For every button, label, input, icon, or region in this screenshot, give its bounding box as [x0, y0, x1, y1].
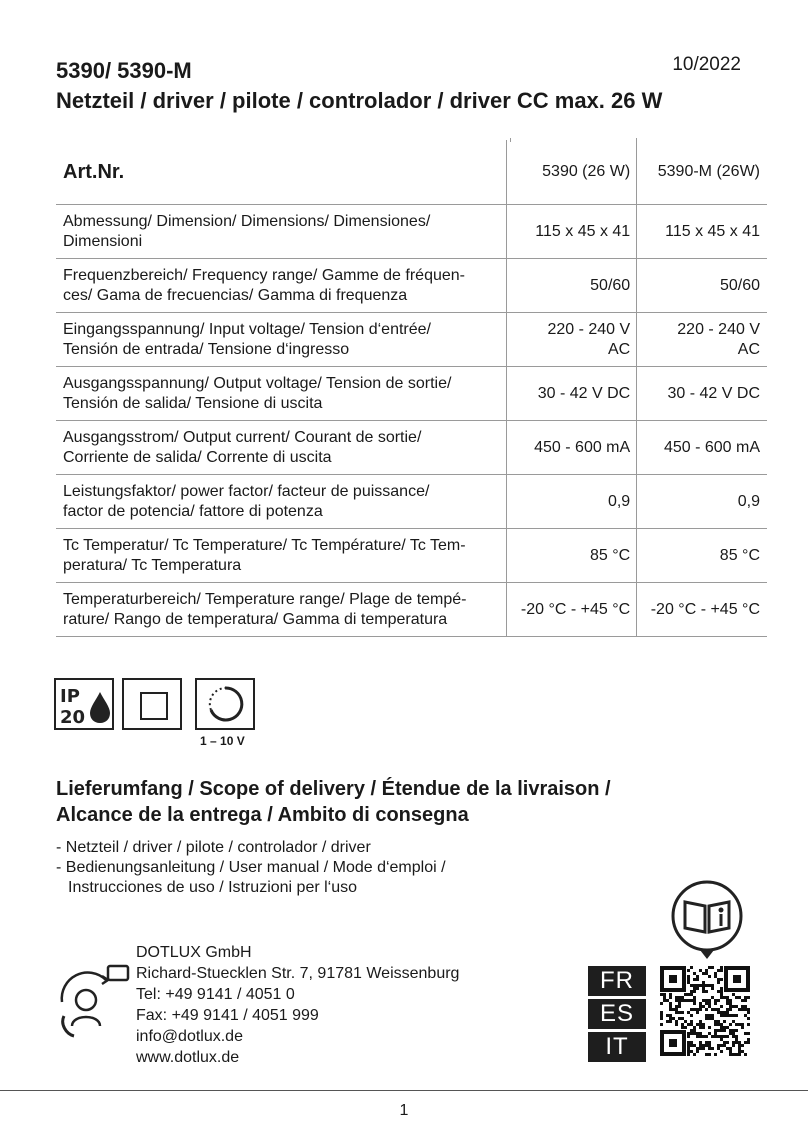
row-value: 450 - 600 mA [534, 438, 631, 456]
row-label: factor de potencia/ fattore di potenza [63, 502, 323, 520]
list-item: - Bedienungsanleitung / User manual / Mode d‘emploi / [56, 859, 446, 876]
table-header-row [56, 140, 767, 205]
delivery-list [56, 838, 446, 898]
table-row [56, 421, 767, 475]
table-divider [510, 138, 511, 142]
row-label: Abmessung/ Dimension/ Dimensions/ Dimensiones/ [63, 212, 431, 230]
row-value: 50/60 [719, 276, 760, 294]
table-row [56, 583, 767, 637]
header-col-5390: 5390 (26 W) [507, 140, 637, 205]
ip-text: IP [60, 686, 80, 707]
row-value: AC [737, 340, 760, 358]
dimmable-1-10v-icon [195, 678, 255, 730]
qr-code-icon[interactable] [660, 966, 750, 1061]
spec-table [56, 140, 767, 637]
row-label: Eingangsspannung/ Input voltage/ Tension d‘entrée/ [63, 320, 431, 338]
dimming-label: 1 – 10 V [200, 734, 245, 748]
table-row [56, 313, 767, 367]
footer-divider [0, 1090, 808, 1091]
contact-block [136, 942, 459, 1068]
row-value: 220 - 240 V [677, 320, 760, 338]
row-value: 30 - 42 V DC [667, 384, 760, 402]
row-label: Corriente de salida/ Corrente di uscita [63, 448, 332, 466]
language-badge-it: IT [588, 1032, 646, 1062]
ip-number-text: 20 [60, 707, 86, 728]
delivery-heading [56, 776, 611, 828]
title-line-2: Netzteil / driver / pilote / controlador / driver CC max. 26 W [56, 88, 663, 113]
protection-class-ii-icon [122, 678, 182, 730]
row-value: 115 x 45 x 41 [665, 222, 760, 240]
table-row [56, 529, 767, 583]
table-divider [636, 138, 637, 142]
row-label: Tensión de salida/ Tensione di uscita [63, 394, 323, 412]
language-badge-es: ES [588, 999, 646, 1029]
company-name: DOTLUX GmbH [136, 944, 252, 961]
list-item: - Netzteil / driver / pilote / controlador / driver [56, 839, 371, 856]
row-label: rature/ Rango de temperatura/ Gamma di temperatura [63, 610, 448, 628]
delivery-heading-line-1: Lieferumfang / Scope of delivery / Étendue de la livraison / [56, 778, 611, 800]
support-headset-icon [52, 962, 132, 1047]
list-item: Instrucciones de uso / Istruzioni per l‘uso [68, 879, 358, 896]
language-badge-fr: FR [588, 966, 646, 996]
row-label: Ausgangsspannung/ Output voltage/ Tension de sortie/ [63, 374, 452, 392]
row-value: 50/60 [590, 276, 631, 294]
row-label: Temperaturbereich/ Temperature range/ Plage de tempé- [63, 590, 467, 608]
row-label: Leistungsfaktor/ power factor/ facteur de puissance/ [63, 482, 430, 500]
row-label: Frequenzbereich/ Frequency range/ Gamme de fréquen- [63, 266, 465, 284]
title-line-1: 5390/ 5390-M [56, 58, 192, 83]
row-value: 30 - 42 V DC [537, 384, 631, 402]
row-label: Tc Temperatur/ Tc Temperature/ Tc Température/ Tc Tem- [63, 536, 466, 554]
manual-book-info-icon [667, 880, 747, 965]
row-value: 0,9 [607, 492, 631, 510]
row-value: 115 x 45 x 41 [535, 222, 631, 240]
table-row [56, 367, 767, 421]
row-label: ces/ Gama de frecuencias/ Gamma di frequenza [63, 286, 408, 304]
header-art-nr: Art.Nr. [56, 140, 507, 205]
row-label: Tensión de entrada/ Tensione d‘ingresso [63, 340, 350, 358]
table-row [56, 475, 767, 529]
row-value: -20 °C - +45 °C [520, 600, 631, 618]
row-value: 220 - 240 V [547, 320, 631, 338]
row-value: 85 °C [719, 546, 760, 564]
document-title [56, 56, 662, 116]
ip20-drop-icon [54, 678, 114, 730]
row-value: AC [607, 340, 631, 358]
header-col-5390m: 5390-M (26W) [637, 140, 767, 205]
row-value: 450 - 600 mA [663, 438, 760, 456]
table-row [56, 259, 767, 313]
row-value: 85 °C [589, 546, 631, 564]
row-label: peratura/ Tc Temperatura [63, 556, 242, 574]
company-tel: Tel: +49 9141 / 4051 0 [136, 986, 295, 1003]
row-value: -20 °C - +45 °C [650, 600, 760, 618]
company-street: Richard-Stuecklen Str. 7, 91781 Weissenburg [136, 965, 460, 982]
row-label: Dimensioni [63, 232, 143, 250]
company-web[interactable]: www.dotlux.de [136, 1049, 240, 1066]
company-email[interactable]: info@dotlux.de [136, 1028, 243, 1045]
company-fax: Fax: +49 9141 / 4051 999 [136, 1007, 319, 1024]
row-label: Ausgangsstrom/ Output current/ Courant de sortie/ [63, 428, 422, 446]
page-number: 1 [399, 1102, 409, 1119]
table-row [56, 205, 767, 259]
delivery-heading-line-2: Alcance de la entrega / Ambito di consegna [56, 804, 469, 826]
document-date: 10/2022 [672, 54, 741, 75]
row-value: 0,9 [737, 492, 760, 510]
